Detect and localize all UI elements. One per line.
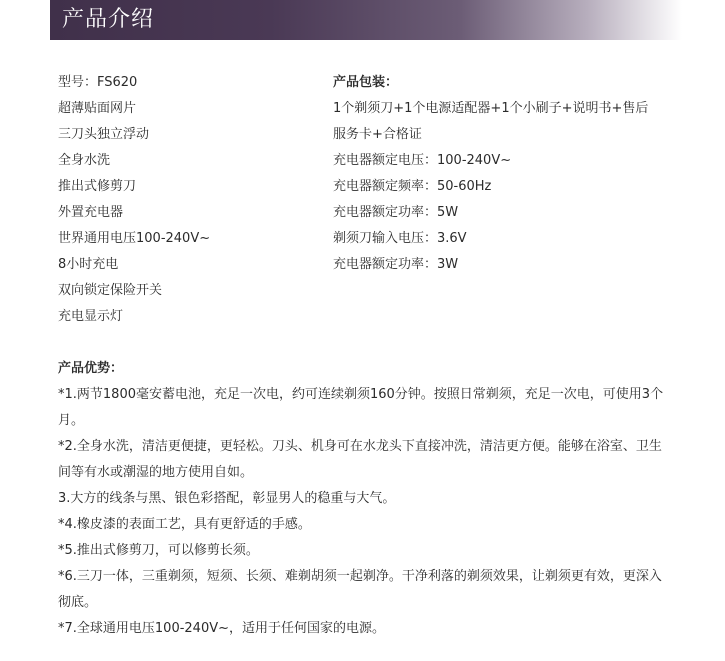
section-title: 产品介绍 xyxy=(62,7,155,32)
advantage-item: *7.全球通用电压100-240V~，适用于任何国家的电源。 xyxy=(58,621,386,636)
feature-item: 推出式修剪刀 xyxy=(58,179,137,194)
feature-item: 充电显示灯 xyxy=(58,309,124,324)
feature-item: 8小时充电 xyxy=(58,257,119,272)
advantage-item: *4.橡皮漆的表面工艺，具有更舒适的手感。 xyxy=(58,517,311,532)
spec-item: 充电器额定功率：3W xyxy=(333,257,459,272)
package-section xyxy=(333,70,693,278)
feature-list xyxy=(58,70,318,330)
advantages-section xyxy=(58,356,668,642)
spec-item: 充电器额定功率：5W xyxy=(333,205,459,220)
feature-model: 型号：FS620 xyxy=(58,75,138,90)
spec-item: 充电器额定频率：50-60Hz xyxy=(333,179,492,194)
feature-item: 世界通用电压100-240V~ xyxy=(58,231,211,246)
feature-item: 双向锁定保险开关 xyxy=(58,283,163,298)
advantage-item: *1.两节1800毫安蓄电池，充足一次电，约可连续剃须160分钟。按照日常剃须，充足一次电，可使用3个月。 xyxy=(58,387,664,428)
advantage-item: *2.全身水洗，清洁更便捷，更轻松。刀头、机身可在水龙头下直接冲洗，清洁更方便。能够在浴室、卫生间等有水或潮湿的地方使用自如。 xyxy=(58,439,662,480)
feature-item: 全身水洗 xyxy=(58,153,111,168)
advantage-item: *6.三刀一体，三重剃须，短须、长须、难剃胡须一起剃净。干净利落的剃须效果，让剃须更有效，更深入彻底。 xyxy=(58,569,662,610)
advantages-heading: 产品优势： xyxy=(58,361,124,376)
package-contents-line: 1个剃须刀+1个电源适配器+1个小刷子+说明书+售后 xyxy=(333,101,649,116)
spec-item: 充电器额定电压：100-240V~ xyxy=(333,153,512,168)
advantage-item: 3.大方的线条与黑、银色彩搭配，彰显男人的稳重与大气。 xyxy=(58,491,396,506)
feature-item: 三刀头独立浮动 xyxy=(58,127,150,142)
feature-item: 超薄贴面网片 xyxy=(58,101,137,116)
feature-item: 外置充电器 xyxy=(58,205,124,220)
package-contents-line: 服务卡+合格证 xyxy=(333,127,422,142)
spec-item: 剃须刀输入电压：3.6V xyxy=(333,231,467,246)
section-header-bar xyxy=(50,0,682,40)
package-heading: 产品包装： xyxy=(333,75,399,90)
advantage-item: *5.推出式修剪刀，可以修剪长须。 xyxy=(58,543,259,558)
